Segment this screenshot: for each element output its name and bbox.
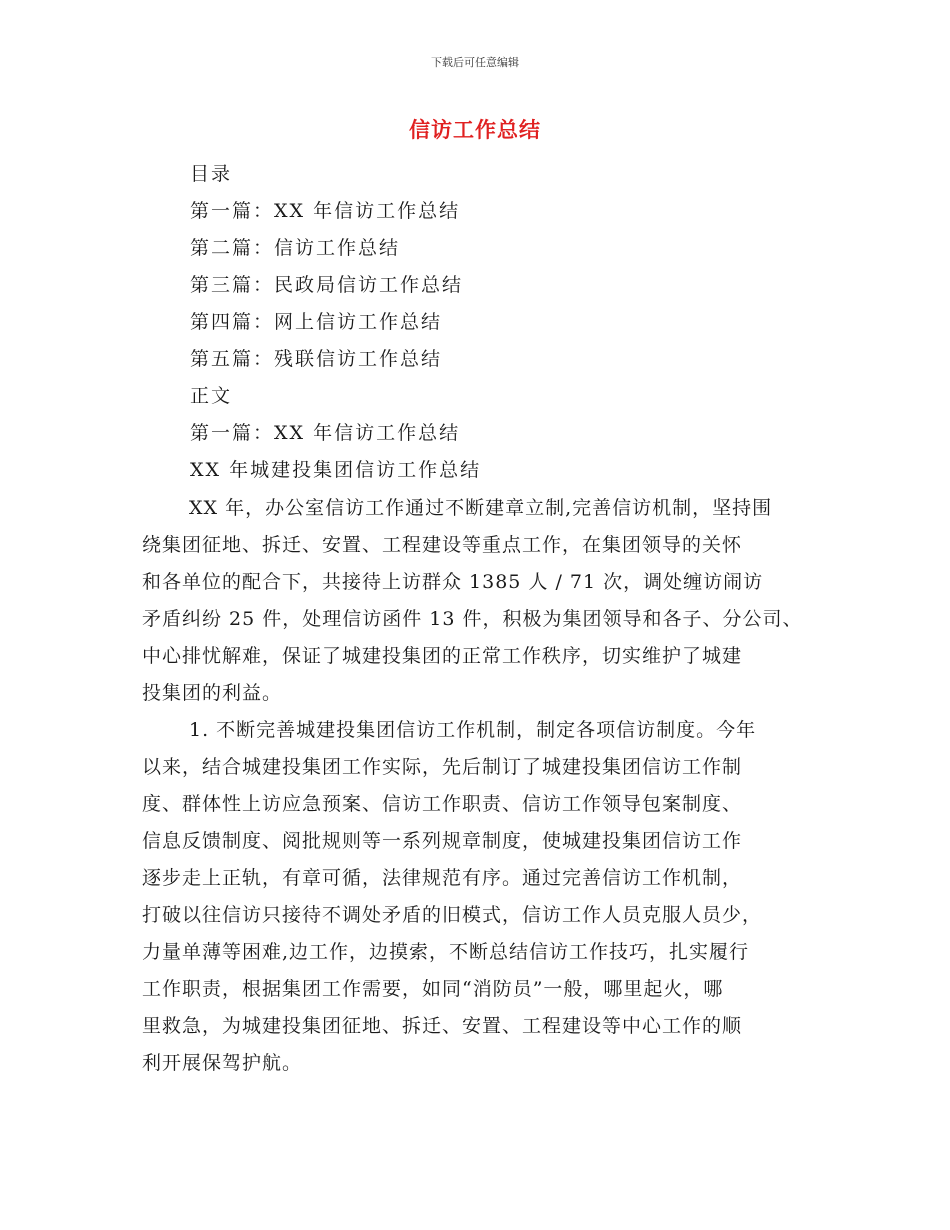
toc-line: 正文: [190, 385, 233, 407]
toc-line: 目录: [190, 163, 233, 185]
text-line: 度、群体性上访应急预案、信访工作职责、信访工作领导包案制度、: [142, 793, 743, 815]
text-line: 力量单薄等困难,边工作，边摸索，不断总结信访工作技巧，扎实履行: [142, 941, 750, 963]
text-line: 以来，结合城建投集团工作实际，先后制订了城建投集团信访工作制: [142, 756, 743, 778]
paragraph-2: [142, 712, 832, 1082]
text-line: 投集团的利益。: [142, 682, 283, 704]
document-body: [142, 490, 832, 1082]
text-line: 矛盾纠纷 25 件，处理信访函件 13 件，积极为集团领导和各子、分公司、: [142, 608, 803, 630]
text-line: 逐步走上正轨，有章可循，法律规范有序。通过完善信访工作机制，: [142, 867, 743, 889]
text-line: 信息反馈制度、阅批规则等一系列规章制度，使城建投集团信访工作: [142, 830, 743, 852]
text-line: 1. 不断完善城建投集团信访工作机制，制定各项信访制度。今年: [189, 719, 757, 741]
text-line: 工作职责，根据集团工作需要，如同“消防员”一般，哪里起火，哪: [142, 978, 724, 1000]
toc-line: 第一篇：XX 年信访工作总结: [190, 422, 461, 444]
text-line: 中心排忧解难，保证了城建投集团的正常工作秩序，切实维护了城建: [142, 645, 743, 667]
page-header-note: 下载后可任意编辑: [431, 56, 519, 69]
toc-line: 第四篇：网上信访工作总结: [190, 311, 443, 333]
text-line: XX 年，办公室信访工作通过不断建章立制,完善信访机制，坚持围: [189, 497, 773, 519]
toc-line: XX 年城建投集团信访工作总结: [190, 459, 482, 481]
table-of-contents: [190, 156, 830, 489]
toc-line: 第五篇：残联信访工作总结: [190, 348, 443, 370]
text-line: 里救急，为城建投集团征地、拆迁、安置、工程建设等中心工作的顺: [142, 1015, 743, 1037]
text-line: 绕集团征地、拆迁、安置、工程建设等重点工作，在集团领导的关怀: [142, 534, 743, 556]
toc-line: 第二篇：信访工作总结: [190, 237, 401, 259]
text-line: 打破以往信访只接待不调处矛盾的旧模式，信访工作人员克服人员少，: [142, 904, 763, 926]
text-line: 和各单位的配合下，共接待上访群众 1385 人 / 71 次，调处缠访闹访: [142, 571, 764, 593]
toc-line: 第一篇：XX 年信访工作总结: [190, 200, 461, 222]
text-line: 利开展保驾护航。: [142, 1052, 303, 1074]
paragraph-1: [142, 490, 832, 712]
document-title: 信访工作总结: [409, 118, 541, 142]
toc-line: 第三篇：民政局信访工作总结: [190, 274, 464, 296]
